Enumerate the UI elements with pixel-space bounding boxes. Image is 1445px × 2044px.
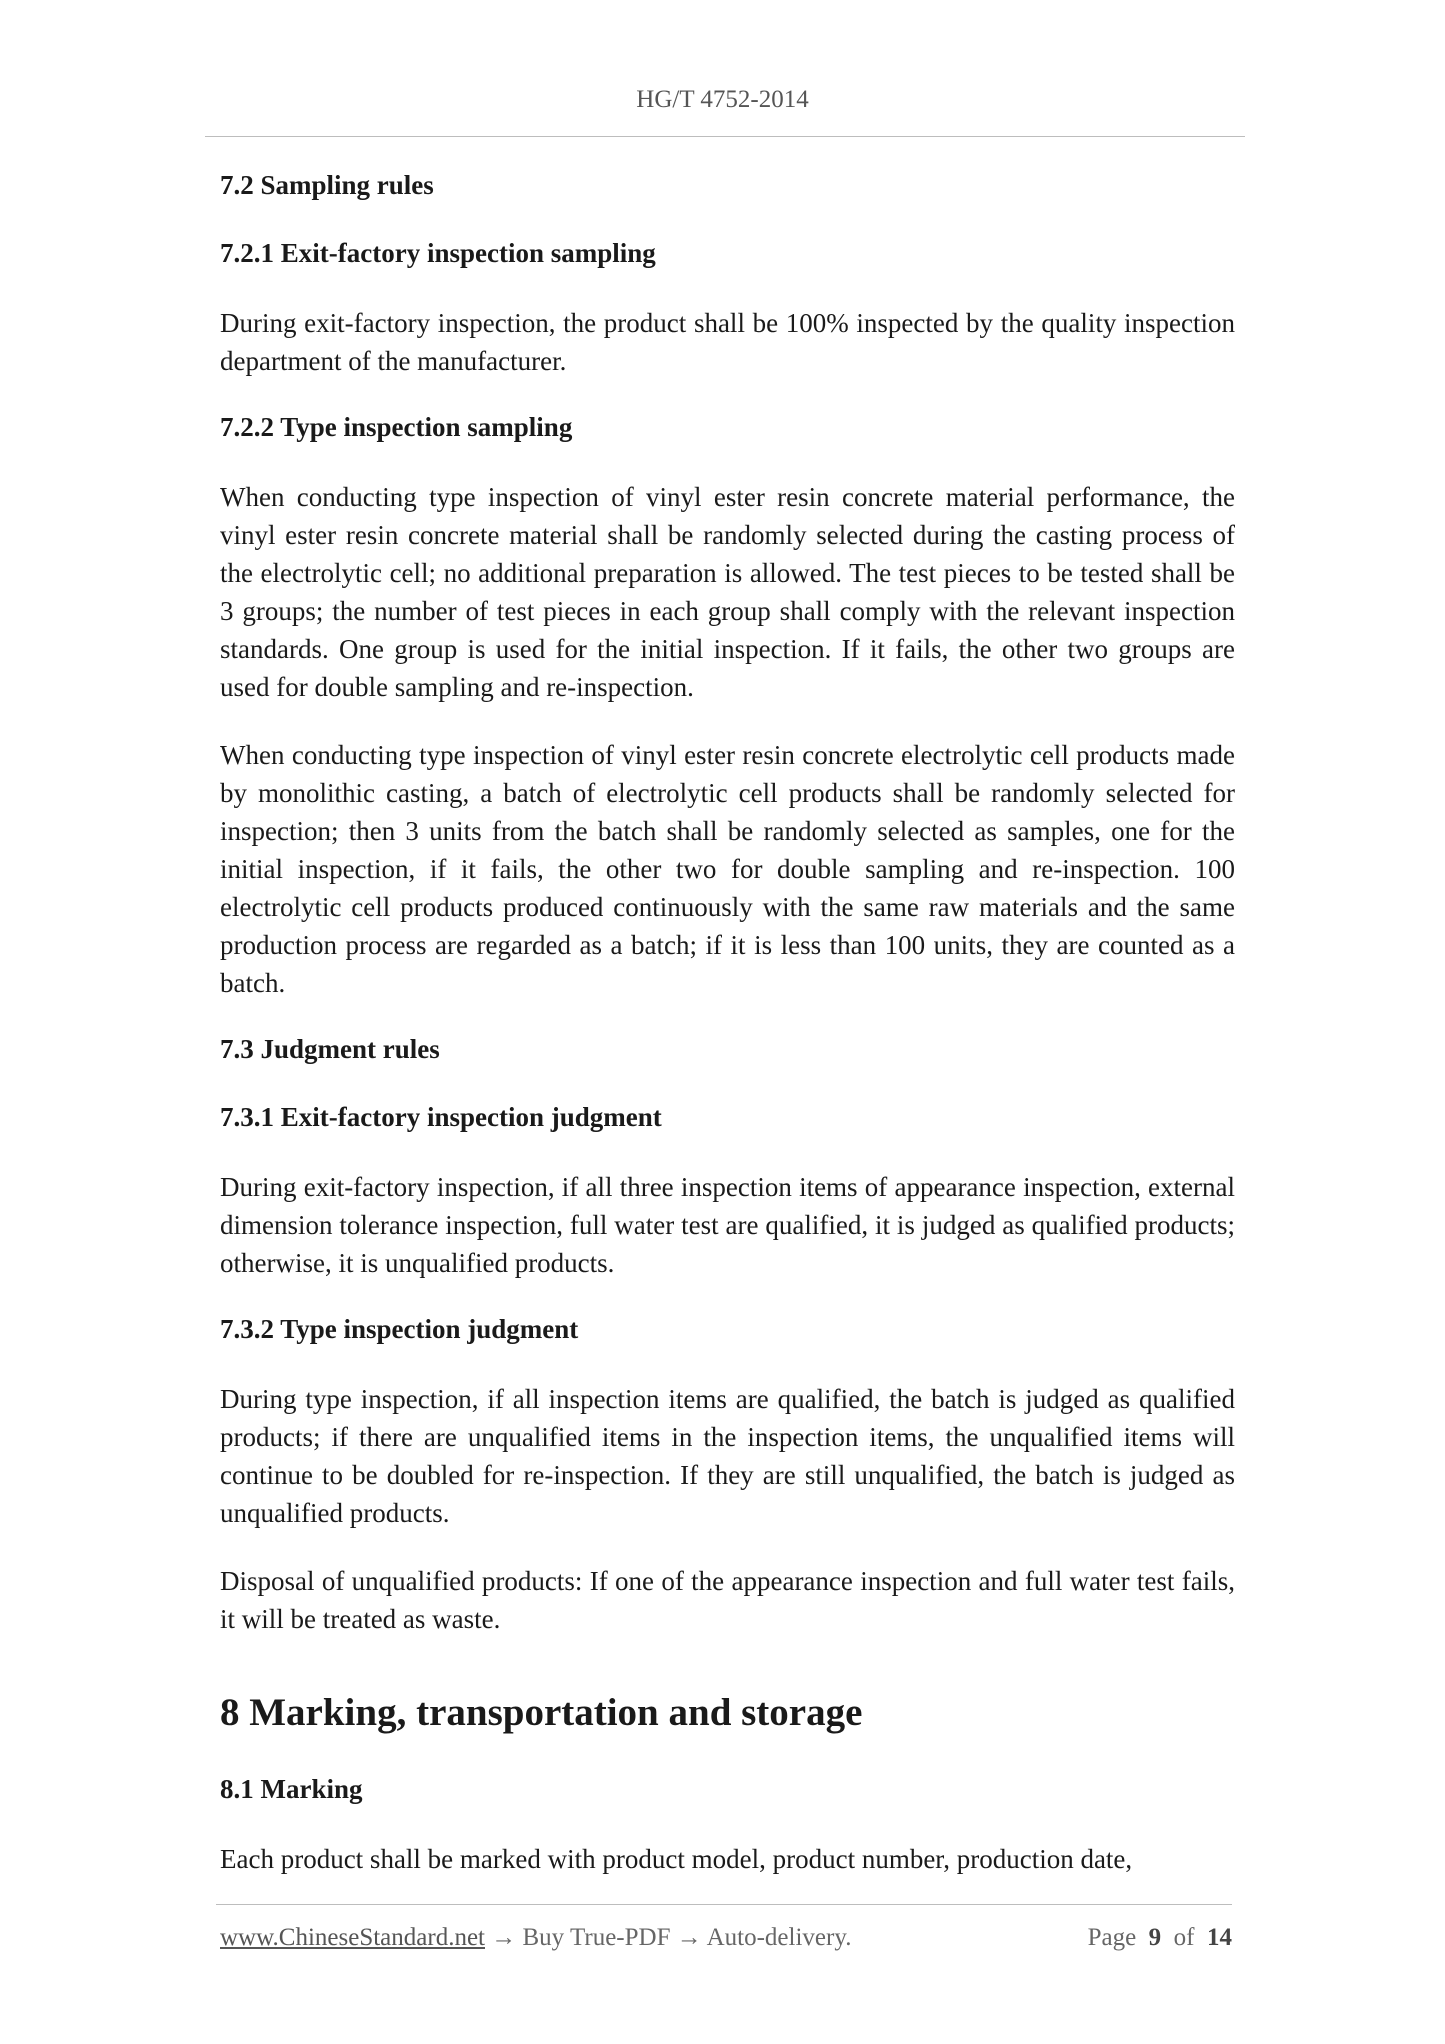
paragraph: During type inspection, if all inspection items are qualified, the batch is judged as qualified products; if there are unqualified items in the inspection items, the unqualified items will continue to be doubled for re-inspection. If they are still unqualified, the batch is judged as unqualified products. [220, 1384, 1235, 1528]
page-current: 9 [1148, 1924, 1162, 1951]
paragraph: When conducting type inspection of vinyl ester resin concrete material performance, the vinyl ester resin concrete material shall be randomly selected during the casting process of the electrolytic cell; no additional preparation is allowed. The test pieces to be tested shall be 3 groups; the number of test pieces in each group shall comply with the relevant inspection standards. One group is used for the initial inspection. If it fails, the other two groups are used for double sampling and re-inspection. [220, 482, 1235, 702]
paragraph: Each product shall be marked with product model, product number, production date, [220, 1844, 1133, 1874]
paragraph: When conducting type inspection of vinyl ester resin concrete electrolytic cell products made by monolithic casting, a batch of electrolytic cell products shall be randomly selected for inspection; then 3 units from the batch shall be randomly selected as samples, one for the initial inspection, if it fails, the other two for double sampling and re-inspection. 100 electrolytic cell products produced continuously with the same raw materials and the same production process are regarded as a batch; if it is less than 100 units, they are counted as a batch. [220, 740, 1235, 998]
section-heading: 7.2 Sampling rules [220, 170, 434, 200]
paragraph: Disposal of unqualified products: If one of the appearance inspection and full water test fails, it will be treated as waste. [220, 1566, 1235, 1634]
paragraph: During exit-factory inspection, if all three inspection items of appearance inspection, external dimension tolerance inspection, full water test are qualified, it is judged as qualified products; otherwise, it is unqualified products. [220, 1172, 1235, 1278]
page-indicator [1088, 1924, 1232, 1952]
footer-promo-text: → Buy True-PDF → Auto-delivery. [485, 1924, 852, 1951]
footer-divider [216, 1904, 1232, 1905]
subsection-heading: 7.2.2 Type inspection sampling [220, 412, 573, 442]
page-total: 14 [1207, 1924, 1232, 1951]
document-id: HG/T 4752-2014 [636, 86, 809, 113]
chapter-heading: 8 Marking, transportation and storage [220, 1691, 863, 1734]
section-heading: 7.3 Judgment rules [220, 1034, 440, 1064]
section-heading: 8.1 Marking [220, 1774, 363, 1804]
page-content [220, 168, 1235, 1908]
paragraph: During exit-factory inspection, the product shall be 100% inspected by the quality inspection department of the manufacturer. [220, 308, 1235, 376]
header-divider [205, 136, 1245, 137]
page-of-label: of [1173, 1924, 1195, 1951]
page-label: Page [1087, 1924, 1137, 1951]
document-header [0, 86, 1445, 114]
subsection-heading: 7.3.2 Type inspection judgment [220, 1314, 579, 1344]
website-link[interactable]: www.ChineseStandard.net [220, 1924, 485, 1951]
subsection-heading: 7.2.1 Exit-factory inspection sampling [220, 238, 656, 268]
footer-promo [220, 1924, 851, 1952]
subsection-heading: 7.3.1 Exit-factory inspection judgment [220, 1102, 662, 1132]
